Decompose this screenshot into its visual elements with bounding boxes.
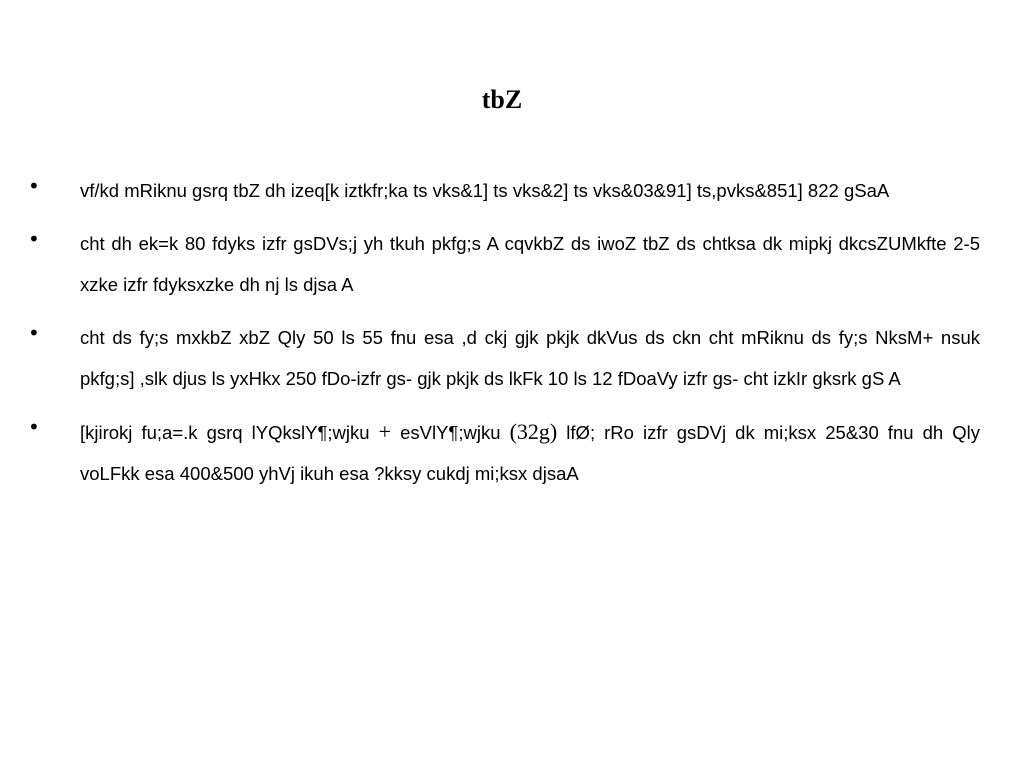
bullet-text-part: cht dh ek=k 80 fdyks izfr gsDVs;j yh tkuh pkfg;s A cqvkbZ ds iwoZ tbZ ds chtksa dk mipkj dkcsZUMkfte 2-5 xzke izfr fdyksxzke dh nj ls djsa A [80,233,980,295]
bullet-text [80,317,980,399]
bullet-text [80,223,980,305]
bullet-item [28,411,980,494]
bullet-icon: • [28,321,40,345]
dose-value: (32g) [509,419,558,444]
bullet-icon: • [28,415,40,439]
bullet-text-part: lfØ; rRo izfr gsDVj dk mi;ksx 25&30 fnu dh Qly voLFkk esa 400&500 yhVj ikuh esa ?kksy cukdj mi;ksx djsaA [80,422,980,484]
bullet-icon: • [28,227,40,251]
bullet-icon: • [28,174,40,198]
plus-symbol: + [378,419,392,444]
bullet-list [28,170,980,506]
bullet-item [28,170,980,211]
bullet-text [80,170,980,211]
slide-title: tbZ [481,85,523,114]
bullet-text-part: cht ds fy;s mxkbZ xbZ Qly 50 ls 55 fnu esa ,d ckj gjk pkjk dkVus ds ckn cht mRiknu ds fy;s NksM+ nsuk pkfg;s] ,slk djus ls yxHkx 250 fDo-izfr gs- gjk pkjk ds lkFk 10 ls 12 fDoaVy izfr gs- cht izkIr gksrk gS A [80,327,980,389]
bullet-text [80,411,980,494]
bullet-text-part: [kjirokj fu;a=.k gsrq lYQkslY¶;wjku [80,422,379,443]
bullet-item [28,223,980,305]
bullet-text-part: vf/kd mRiknu gsrq tbZ dh izeq[k iztkfr;ka ts vks&1] ts vks&2] ts vks&03&91] ts,pvks&851] 822 gSaA [80,180,890,201]
bullet-item [28,317,980,399]
bullet-text-part: esVlY¶;wjku [391,422,510,443]
